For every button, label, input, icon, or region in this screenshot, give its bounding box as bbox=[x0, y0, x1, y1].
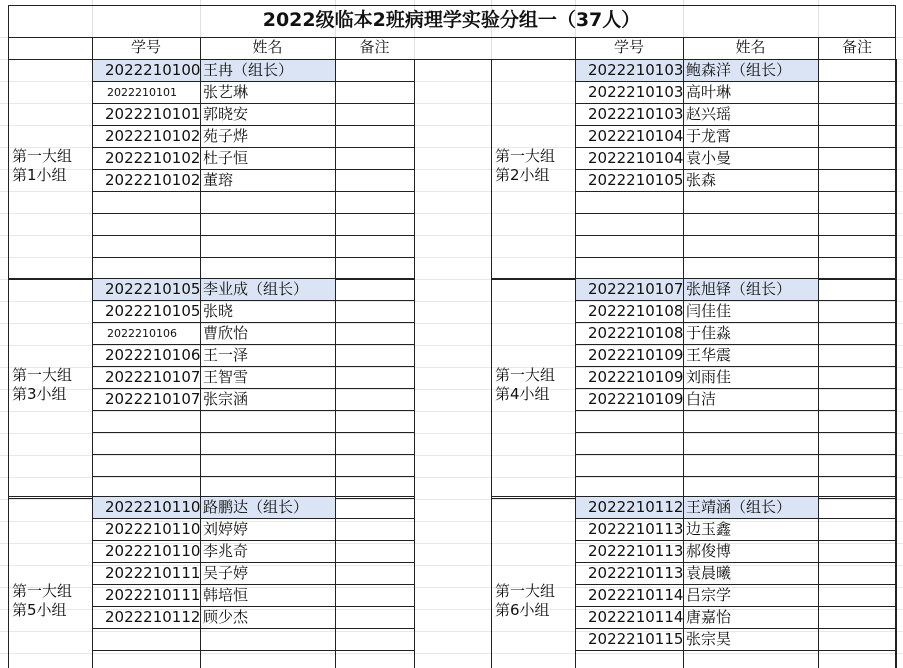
student-name-cell[interactable]: 刘婷婷 bbox=[203, 520, 249, 538]
note-cell[interactable] bbox=[336, 301, 414, 322]
student-name-cell[interactable]: 顾少杰 bbox=[203, 608, 249, 626]
student-name-cell[interactable]: 张晓 bbox=[203, 302, 234, 320]
note-cell[interactable] bbox=[336, 519, 414, 540]
header-id[interactable]: 学号 bbox=[613, 38, 644, 56]
header-note[interactable]: 备注 bbox=[841, 38, 872, 56]
header-name[interactable]: 姓名 bbox=[735, 38, 766, 56]
student-name-cell[interactable]: 刘雨佳 bbox=[686, 368, 732, 386]
note-cell[interactable] bbox=[336, 82, 414, 103]
note-cell[interactable] bbox=[819, 563, 896, 584]
student-id-cell[interactable]: 2022210103 bbox=[588, 83, 683, 101]
note-cell[interactable] bbox=[336, 389, 414, 410]
student-id-cell[interactable]: 2022210105 bbox=[93, 279, 200, 300]
note-cell[interactable] bbox=[336, 585, 414, 606]
student-id-cell[interactable]: 2022210104 bbox=[588, 149, 683, 167]
student-name-cell[interactable]: 高叶琳 bbox=[686, 83, 732, 101]
group-label[interactable] bbox=[493, 147, 555, 185]
student-id-cell[interactable]: 2022210108 bbox=[588, 302, 683, 320]
student-name-cell[interactable]: 王一泽 bbox=[203, 346, 249, 364]
note-cell[interactable] bbox=[819, 148, 896, 169]
note-cell[interactable] bbox=[819, 279, 896, 300]
student-id-cell[interactable]: 2022210107 bbox=[576, 279, 683, 300]
header-id[interactable]: 学号 bbox=[130, 38, 161, 56]
student-id-cell[interactable]: 2022210113 bbox=[588, 520, 683, 538]
group-label[interactable] bbox=[493, 582, 555, 620]
note-cell[interactable] bbox=[819, 104, 896, 125]
student-name-cell[interactable]: 鲍森洋（组长） bbox=[684, 60, 818, 81]
student-id-cell[interactable]: 2022210114 bbox=[588, 586, 683, 604]
student-id-cell[interactable]: 2022210102 bbox=[105, 149, 200, 167]
header-note[interactable]: 备注 bbox=[359, 38, 390, 56]
student-id-cell[interactable]: 2022210106 bbox=[105, 346, 200, 364]
note-cell[interactable] bbox=[819, 607, 896, 628]
group-label-major: 第一大组 bbox=[12, 582, 73, 600]
student-id-cell[interactable]: 2022210113 bbox=[588, 564, 683, 582]
student-name-cell[interactable]: 郝俊博 bbox=[686, 542, 732, 560]
student-id-cell[interactable]: 2022210111 bbox=[105, 586, 200, 604]
student-id-cell[interactable]: 2022210101 bbox=[107, 86, 177, 99]
note-cell[interactable] bbox=[336, 279, 414, 300]
student-name-cell[interactable]: 张宗昊 bbox=[686, 630, 732, 648]
student-name-cell[interactable]: 王靖涵（组长） bbox=[684, 497, 818, 518]
note-cell[interactable] bbox=[336, 607, 414, 628]
student-name-cell[interactable]: 李业成（组长） bbox=[201, 279, 335, 300]
student-id-cell[interactable]: 2022210101 bbox=[105, 105, 200, 123]
note-cell[interactable] bbox=[819, 629, 896, 650]
group-label-minor: 第3小组 bbox=[12, 385, 67, 403]
note-cell[interactable] bbox=[819, 82, 896, 103]
student-name-cell[interactable]: 白洁 bbox=[686, 390, 717, 408]
group-label-major: 第一大组 bbox=[12, 147, 73, 165]
student-name-cell[interactable]: 郭晓安 bbox=[203, 105, 249, 123]
note-cell[interactable] bbox=[336, 323, 414, 344]
group-label-major: 第一大组 bbox=[495, 582, 556, 600]
student-id-cell[interactable]: 2022210107 bbox=[105, 368, 200, 386]
student-id-cell[interactable]: 2022210110 bbox=[105, 520, 200, 538]
note-cell[interactable] bbox=[819, 367, 896, 388]
student-id-cell[interactable]: 2022210109 bbox=[588, 390, 683, 408]
note-cell[interactable] bbox=[819, 585, 896, 606]
group-label-major: 第一大组 bbox=[495, 147, 556, 165]
student-id-cell[interactable]: 2022210112 bbox=[576, 497, 683, 518]
student-id-cell[interactable]: 2022210100 bbox=[93, 60, 200, 81]
student-name-cell[interactable]: 李兆奇 bbox=[203, 542, 249, 560]
student-name-cell[interactable]: 韩培恒 bbox=[203, 586, 249, 604]
group-label-minor: 第4小组 bbox=[495, 385, 550, 403]
note-cell[interactable] bbox=[819, 126, 896, 147]
student-name-cell[interactable]: 路鹏达（组长） bbox=[201, 497, 335, 518]
note-cell[interactable] bbox=[819, 170, 896, 191]
group-label-major: 第一大组 bbox=[12, 366, 73, 384]
note-cell[interactable] bbox=[336, 367, 414, 388]
group-label[interactable] bbox=[10, 366, 72, 404]
student-id-cell[interactable]: 2022210102 bbox=[105, 171, 200, 189]
student-id-cell[interactable]: 2022210111 bbox=[105, 564, 200, 582]
student-id-cell[interactable]: 2022210109 bbox=[588, 368, 683, 386]
student-id-cell[interactable]: 2022210107 bbox=[105, 390, 200, 408]
note-cell[interactable] bbox=[819, 519, 896, 540]
note-cell[interactable] bbox=[336, 60, 414, 81]
student-name-cell[interactable]: 董瑢 bbox=[203, 171, 234, 189]
note-cell[interactable] bbox=[819, 345, 896, 366]
note-cell[interactable] bbox=[336, 497, 414, 518]
student-name-cell[interactable]: 张森 bbox=[686, 171, 717, 189]
student-id-cell[interactable]: 2022210106 bbox=[107, 327, 177, 340]
student-name-cell[interactable]: 张旭铎（组长） bbox=[684, 279, 818, 300]
student-name-cell[interactable]: 曹欣怡 bbox=[203, 324, 249, 342]
header-name[interactable]: 姓名 bbox=[252, 38, 283, 56]
group-label-minor: 第5小组 bbox=[12, 601, 67, 619]
note-cell[interactable] bbox=[819, 497, 896, 518]
student-id-cell[interactable]: 2022210103 bbox=[588, 105, 683, 123]
student-id-cell[interactable]: 2022210105 bbox=[105, 302, 200, 320]
group-label[interactable] bbox=[10, 582, 72, 620]
student-name-cell[interactable]: 王冉（组长） bbox=[201, 60, 335, 81]
group-label[interactable] bbox=[493, 366, 555, 404]
student-name-cell[interactable]: 唐嘉怡 bbox=[686, 608, 732, 626]
student-name-cell[interactable]: 吴子婷 bbox=[203, 564, 249, 582]
note-cell[interactable] bbox=[819, 389, 896, 410]
student-id-cell[interactable]: 2022210105 bbox=[588, 171, 683, 189]
student-id-cell[interactable]: 2022210104 bbox=[588, 127, 683, 145]
sheet-title[interactable]: 2022级临本2班病理学实验分组一（37人） bbox=[262, 9, 641, 31]
student-name-cell[interactable]: 闫佳佳 bbox=[686, 302, 732, 320]
student-name-cell[interactable]: 王智雪 bbox=[203, 368, 249, 386]
group-label-minor: 第1小组 bbox=[12, 166, 67, 184]
student-name-cell[interactable]: 张宗涵 bbox=[203, 390, 249, 408]
student-id-cell[interactable]: 2022210110 bbox=[93, 497, 200, 518]
note-cell[interactable] bbox=[336, 541, 414, 562]
student-id-cell[interactable]: 2022210114 bbox=[588, 608, 683, 626]
student-name-cell[interactable]: 吕宗学 bbox=[686, 586, 732, 604]
student-name-cell[interactable]: 赵兴瑶 bbox=[686, 105, 732, 123]
note-cell[interactable] bbox=[336, 104, 414, 125]
student-id-cell[interactable]: 2022210109 bbox=[588, 346, 683, 364]
note-cell[interactable] bbox=[336, 170, 414, 191]
student-name-cell[interactable]: 杜子恒 bbox=[203, 149, 249, 167]
student-name-cell[interactable]: 袁晨曦 bbox=[686, 564, 732, 582]
student-name-cell[interactable]: 张艺琳 bbox=[203, 83, 249, 101]
group-label-minor: 第2小组 bbox=[495, 166, 550, 184]
group-label-major: 第一大组 bbox=[495, 366, 556, 384]
student-name-cell[interactable]: 王华震 bbox=[686, 346, 732, 364]
student-id-cell[interactable]: 2022210103 bbox=[576, 60, 683, 81]
student-id-cell[interactable]: 2022210102 bbox=[105, 127, 200, 145]
student-id-cell[interactable]: 2022210113 bbox=[588, 542, 683, 560]
note-cell[interactable] bbox=[819, 60, 896, 81]
student-id-cell[interactable]: 2022210110 bbox=[105, 542, 200, 560]
note-cell[interactable] bbox=[336, 563, 414, 584]
student-name-cell[interactable]: 于佳淼 bbox=[686, 324, 732, 342]
note-cell[interactable] bbox=[336, 126, 414, 147]
note-cell[interactable] bbox=[336, 148, 414, 169]
group-label[interactable] bbox=[10, 147, 72, 185]
group-label-minor: 第6小组 bbox=[495, 601, 550, 619]
student-name-cell[interactable]: 于龙霄 bbox=[686, 127, 732, 145]
note-cell[interactable] bbox=[336, 345, 414, 366]
student-id-cell[interactable]: 2022210115 bbox=[588, 630, 683, 648]
student-id-cell[interactable]: 2022210112 bbox=[105, 608, 200, 626]
student-name-cell[interactable]: 苑子烨 bbox=[203, 127, 249, 145]
student-id-cell[interactable]: 2022210108 bbox=[588, 324, 683, 342]
note-cell[interactable] bbox=[819, 301, 896, 322]
student-name-cell[interactable]: 袁小曼 bbox=[686, 149, 732, 167]
note-cell[interactable] bbox=[819, 541, 896, 562]
student-name-cell[interactable]: 边玉鑫 bbox=[686, 520, 732, 538]
note-cell[interactable] bbox=[819, 323, 896, 344]
